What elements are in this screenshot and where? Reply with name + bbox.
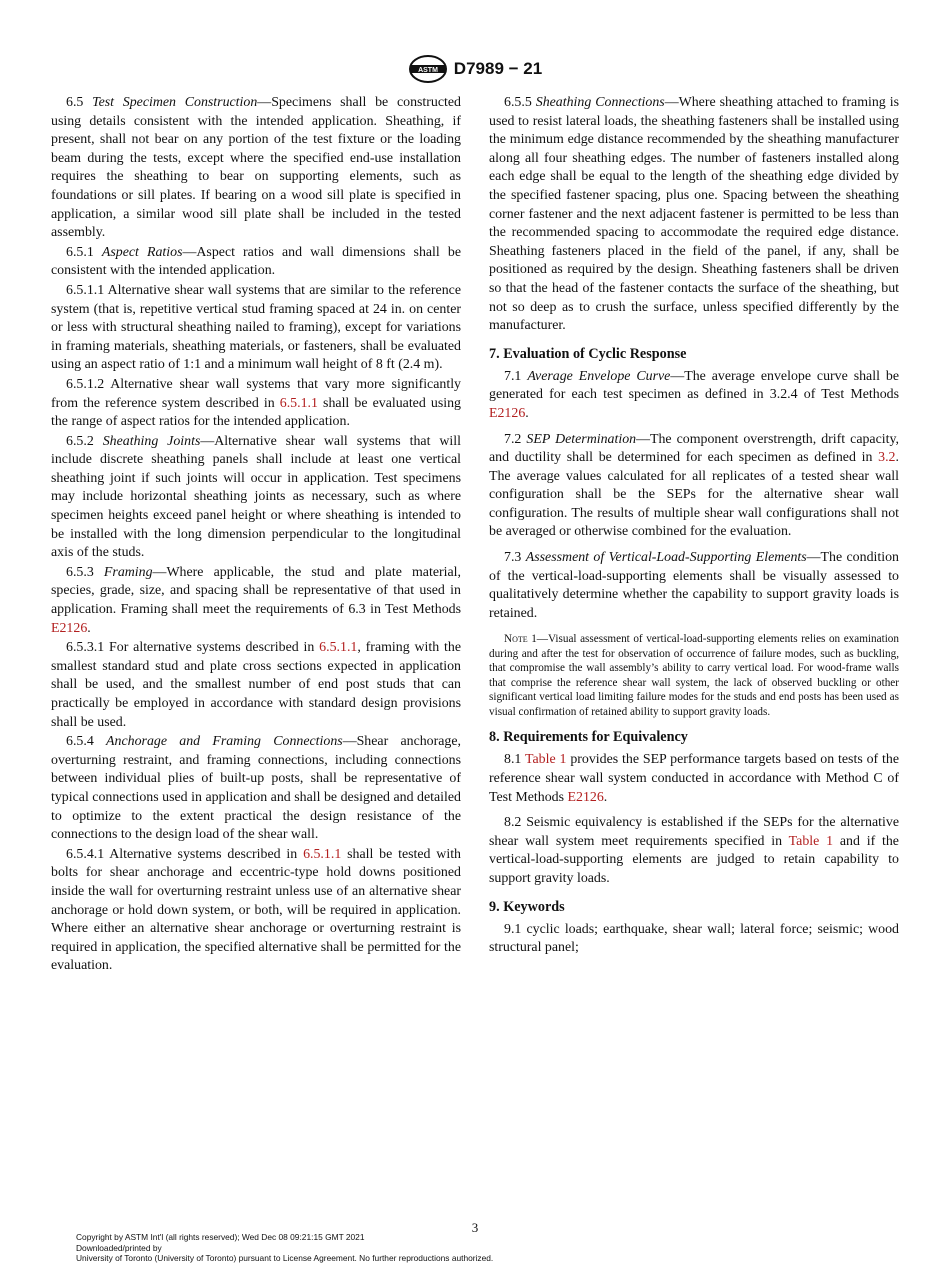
page-header [0,52,950,86]
section-6-5-1: 6.5.1 Aspect Ratios—Aspect ratios and wall dimensions shall be consistent with the intended application. [51,244,461,279]
svg-text:ASTM: ASTM [417,67,438,74]
section-6-5-2: 6.5.2 Sheathing Joints—Alternative shear wall systems that will include discrete sheathing panels shall include at least one vertical sheathing joint if such joints will occur in application. Test specimens may include horizontal sheathing joints as necessary, such as where specimen heights exceed panel height or where sheathing is intended to be installed with the long dimension perpendicular to the longitudinal axis of the studs. [51,433,461,561]
footer-line: Copyright by ASTM Int'l (all rights reserved); Wed Dec 08 09:21:15 GMT 2021 [76,1232,365,1242]
section-8-2: 8.2 Seismic equivalency is established if the SEPs for the alternative shear wall system meet requirements specified in Table 1 and if the vertical-load-supporting elements are judged to retain capability to support gravity loads. [489,815,899,886]
ref-link-6-5-1-1[interactable]: 6.5.1.1 [279,395,318,411]
section-7-2: 7.2 SEP Determination—The component overstrength, drift capacity, and ductility shall be determined for each specimen as defined in 3.2. The average values calculated for all replicates of a tested shear wall configuration shall be the SEPs for the alternative shear wall configuration. The results of multiple shear wall configurations shall not be averaged or otherwise combined for the evaluation. [489,431,899,540]
section-9-1: 9.1 cyclic loads; earthquake, shear wall; lateral force; seismic; wood structural panel; [489,921,899,956]
section-heading-8: 8. Requirements for Equivalency [489,729,688,746]
section-8-1: 8.1 Table 1 provides the SEP performance targets based on tests of the reference shear wall system conducted in accordance with Method C of Test Methods E2126. [489,752,899,805]
section-heading-7: 7. Evaluation of Cyclic Response [489,345,687,362]
ref-link-3-2[interactable]: 3.2 [878,450,896,466]
section-6-5-4: 6.5.4 Anchorage and Framing Connections—Shear anchorage, overturning restraint, and framing connections, including connections between individual plies of built-up posts, shall be representative of typical connections used in application and shall be designed and detailed to optimize to the extent practical the design resistance of the connections to the design load of the shear wall. [51,734,462,843]
section-7-3: 7.3 Assessment of Vertical-Load-Supporting Elements—The condition of the vertical-load-supporting elements shall be visually assessed to qualitatively determine whether the capability to support gravity loads is retained. [489,550,899,621]
ref-link-e2126[interactable]: E2126 [489,405,526,421]
footer-line: Downloaded/printed by [76,1242,162,1253]
ref-link-e2126[interactable]: E2126 [567,789,604,805]
astm-logo-icon [408,54,448,84]
left-column [51,94,461,976]
section-6-5: 6.5 Test Specimen Construction—Specimens shall be constructed using details consistent with the intended application. Sheathing, if present, shall not bear on any portion of the test fixture or the loading beam during the tests, except where the specified end-use installation requires the sheathing to bear on supporting elements, such as foundations or sill plates. If bearing on a wood sill plate is specified in application, a similar wood sill plate shall be included in the tested assembly. [51,95,461,241]
copyright-footer [76,1232,493,1264]
document-id: D7989 − 21 [453,59,543,78]
page-number: 3 [471,1220,479,1235]
section-6-5-1-2: 6.5.1.2 Alternative shear wall systems that vary more significantly from the reference system described in 6.5.1.1 shall be evaluated using the range of aspect ratios for the intended application. [51,376,461,430]
section-6-5-1-1: 6.5.1.1 Alternative shear wall systems that are similar to the reference system (that is, repetitive vertical stud framing spaced at 24 in. on center or less with structural sheathing nailed to framing), except for variations in framing materials, sheathing materials, or fasteners, shall be evaluated using an aspect ratio of 1:1 and a minimum wall height of 8 ft (2.4 m). [51,282,461,373]
section-7-1: 7.1 Average Envelope Curve—The average envelope curve shall be generated for each test specimen as defined in 3.2.4 of Test Methods E2126. [489,368,899,421]
footer-line: University of Toronto (University of Toronto) pursuant to License Agreement. No further reproductions authorized. [76,1253,494,1264]
section-6-5-5: 6.5.5 Sheathing Connections—Where sheathing attached to framing is used to resist lateral loads, the sheathing fasteners shall be installed using the minimum edge distance recommended by the sheathing manufacturer along all four sheathing edges. The number of fasteners installed along each edge shall be equal to the length of the sheathing edge divided by the specified fastener spacing, plus one. Spacing between the sheathing corner fastener and the next adjacent fastener is permitted to be less than the recommended spacing to accommodate the required edge distance. Sheathing fasteners placed in the field of the panel, if any, shall be positioned as required by the design. Sheathing fasteners shall be driven so that the head of the fastener contacts the surface of the sheathing, but not so deep as to crush the surface, unless specified differently by the manufacturer. [489,95,899,334]
ref-link-table-1[interactable]: Table 1 [524,752,567,768]
section-6-5-3-1: 6.5.3.1 For alternative systems described in 6.5.1.1, framing with the smallest standard stud and plate cross sections expected in application shall be used, and the smallest number of end post studs that can practically be employed in accordance with standard design provisions shall be used. [51,640,462,730]
ref-link-e2126[interactable]: E2126 [51,620,88,636]
section-heading-9: 9. Keywords [489,898,565,915]
section-6-5-3: 6.5.3 Framing—Where applicable, the stud and plate material, species, grade, size, and spacing shall be representative of that used in application. Framing shall meet the requirements of 6.3 in Test Methods E2126. [51,564,461,636]
ref-link-6-5-1-1[interactable]: 6.5.1.1 [303,846,342,862]
note-1: Note 1—Visual assessment of vertical-load-supporting elements relies on examination during and after the test for observation of occurrence of failure modes, such as buckling, that compromise the wall assembly’s ability to carry vertical load. For wood-frame walls that comprise the reference shear wall system, the lack of observed buckling or other significant vertical load limiting failure modes for the studs and end posts has been used as visual confirmation of retained ability to support gravity loads. [489,633,899,718]
ref-link-table-1[interactable]: Table 1 [788,833,834,849]
section-6-5-4-1: 6.5.4.1 Alternative systems described in 6.5.1.1 shall be tested with bolts for shear anchorage and eccentric-type hold downs positioned inside the wall for overturning restraint unless use of an alternative shear anchorage or hold down system, or both, will be required in application. Where either an alternative shear anchorage or overturning restraint is required in application, the specified alternative shall be permitted for the evaluation. [51,846,461,974]
right-column [489,94,899,958]
ref-link-6-5-1-1[interactable]: 6.5.1.1 [319,640,358,656]
